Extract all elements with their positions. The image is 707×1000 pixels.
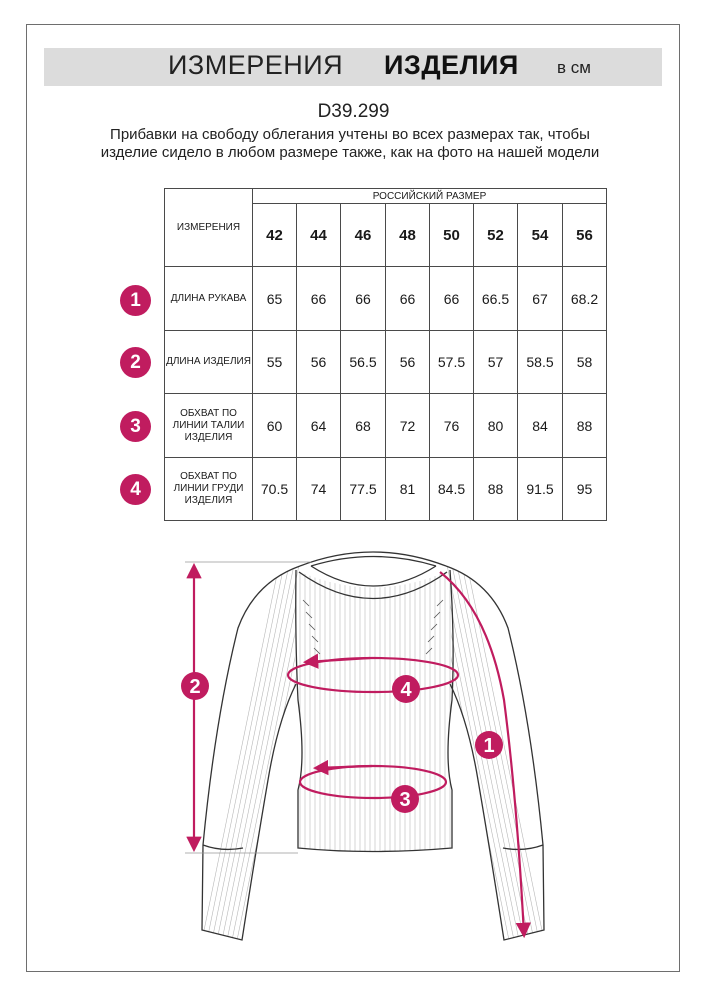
table-cell: 57 [474,331,518,394]
size-header: 52 [474,204,518,267]
size-header: 42 [253,204,297,267]
size-table [164,188,607,521]
table-row [165,394,607,458]
size-header: 46 [341,204,386,267]
size-header: 56 [563,204,607,267]
table-cell: 56 [386,331,430,394]
fit-note: Прибавки на свободу облегания учтены во всех размерах так, чтобы изделие сидело в любом размере также, как на фото на нашей модели [100,126,600,161]
table-cell: 77.5 [341,458,386,521]
table-cell: 84.5 [430,458,474,521]
table-cell: 65 [253,267,297,331]
marker-1: 1 [483,735,495,757]
row-label: ОБХВАТ ПО ЛИНИИ ТАЛИИ ИЗДЕЛИЯ [165,394,253,458]
table-cell: 58.5 [518,331,563,394]
table-cell: 74 [297,458,341,521]
table-cell: 56.5 [341,331,386,394]
row-badge-4: 4 [120,474,151,505]
row-label: ДЛИНА РУКАВА [165,267,253,331]
table-row [165,331,607,394]
table-cell: 72 [386,394,430,458]
table-cell: 66 [430,267,474,331]
waist-arrow [316,766,372,768]
title-measurements: ИЗМЕРЕНИЯ [168,50,344,80]
sweater-diagram [0,540,707,960]
row-badge-1: 1 [120,285,151,316]
table-cell: 68.2 [563,267,607,331]
row-label: ДЛИНА ИЗДЕЛИЯ [165,331,253,394]
table-cell: 88 [563,394,607,458]
table-cell: 55 [253,331,297,394]
table-cell: 58 [563,331,607,394]
row-badge-2: 2 [120,347,151,378]
marker-4: 4 [400,679,412,701]
corner-label: ИЗМЕРЕНИЯ [165,189,253,267]
size-header: 48 [386,204,430,267]
size-header: 54 [518,204,563,267]
table-cell: 60 [253,394,297,458]
table-row [165,267,607,331]
table-cell: 80 [474,394,518,458]
table-cell: 84 [518,394,563,458]
table-cell: 64 [297,394,341,458]
table-cell: 88 [474,458,518,521]
title-garment: ИЗДЕЛИЯ [384,50,519,80]
table-cell: 76 [430,394,474,458]
marker-3: 3 [399,789,411,811]
table-cell: 66 [386,267,430,331]
marker-2: 2 [189,676,201,698]
table-cell: 81 [386,458,430,521]
table-cell: 70.5 [253,458,297,521]
table-cell: 68 [341,394,386,458]
table-cell: 66 [341,267,386,331]
table-cell: 57.5 [430,331,474,394]
table-cell: 91.5 [518,458,563,521]
row-badge-3: 3 [120,411,151,442]
size-group-header: РОССИЙСКИЙ РАЗМЕР [253,189,607,204]
table-cell: 66.5 [474,267,518,331]
table-cell: 56 [297,331,341,394]
size-header: 50 [430,204,474,267]
table-cell: 66 [297,267,341,331]
table-cell: 95 [563,458,607,521]
table-row [165,458,607,521]
table-cell: 67 [518,267,563,331]
size-header: 44 [297,204,341,267]
title-unit: в см [557,58,591,77]
product-sku: D39.299 [317,101,390,122]
row-label: ОБХВАТ ПО ЛИНИИ ГРУДИ ИЗДЕЛИЯ [165,458,253,521]
